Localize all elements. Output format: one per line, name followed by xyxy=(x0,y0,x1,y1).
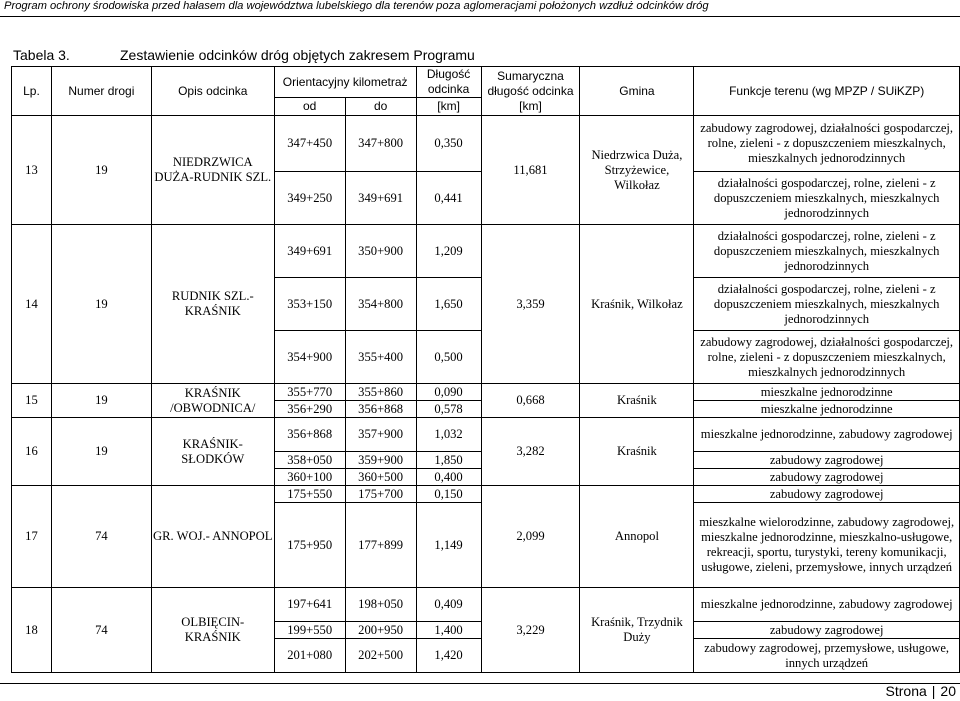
header-functions: Funkcje terenu (wg MPZP / SUiKZP) xyxy=(694,67,960,116)
header-do: do xyxy=(345,98,416,116)
cell-length: 1,149 xyxy=(416,503,481,588)
cell-length: 1,650 xyxy=(416,278,481,331)
cell-km-to: 349+691 xyxy=(345,172,416,225)
cell-km-from: 358+050 xyxy=(274,452,345,469)
cell-km-from: 355+770 xyxy=(274,384,345,401)
cell-km-from: 360+100 xyxy=(274,469,345,486)
cell-length: 0,409 xyxy=(416,588,481,622)
cell-total-length: 3,282 xyxy=(481,418,580,486)
header-lp: Lp. xyxy=(12,67,52,116)
cell-lp: 14 xyxy=(12,225,52,384)
cell-length: 0,350 xyxy=(416,116,481,172)
cell-functions: zabudowy zagrodowej xyxy=(694,469,960,486)
cell-gmina: Kraśnik, Wilkołaz xyxy=(580,225,694,384)
cell-length: 1,850 xyxy=(416,452,481,469)
cell-functions: działalności gospodarczej, rolne, zieleni - z dopuszczeniem mieszkalnych, mieszkalnych jednorodzinnych xyxy=(694,278,960,331)
header-length: Długość odcinka xyxy=(416,67,481,98)
cell-total-length: 11,681 xyxy=(481,116,580,225)
header-length-unit: [km] xyxy=(416,98,481,116)
cell-functions: zabudowy zagrodowej xyxy=(694,622,960,639)
cell-length: 1,209 xyxy=(416,225,481,278)
cell-km-from: 175+950 xyxy=(274,503,345,588)
cell-functions: zabudowy zagrodowej, działalności gospodarczej, rolne, zieleni - z dopuszczeniem mieszkalnych, mieszkalnych jednorodzinnych xyxy=(694,331,960,384)
cell-gmina: Kraśnik xyxy=(580,384,694,418)
table-row xyxy=(12,116,960,172)
cell-km-from: 347+450 xyxy=(274,116,345,172)
cell-description: GR. WOJ.- ANNOPOL xyxy=(151,486,274,588)
footer-divider xyxy=(0,683,960,684)
header-od: od xyxy=(274,98,345,116)
cell-length: 1,420 xyxy=(416,639,481,673)
cell-lp: 13 xyxy=(12,116,52,225)
cell-road-number: 74 xyxy=(51,486,151,588)
cell-km-to: 355+860 xyxy=(345,384,416,401)
cell-gmina: Niedrzwica Duża, Strzyżewice, Wilkołaz xyxy=(580,116,694,225)
cell-km-from: 353+150 xyxy=(274,278,345,331)
table-row xyxy=(12,486,960,503)
cell-length: 0,150 xyxy=(416,486,481,503)
cell-km-to: 202+500 xyxy=(345,639,416,673)
cell-km-to: 360+500 xyxy=(345,469,416,486)
page-header: Program ochrony środowiska przed hałasem dla województwa lubelskiego dla terenów poza aglomeracjami położonych wzdłuż odcinków dróg xyxy=(4,0,709,12)
cell-km-from: 349+250 xyxy=(274,172,345,225)
table-title: Zestawienie odcinków dróg objętych zakresem Programu xyxy=(120,47,475,63)
cell-km-to: 359+900 xyxy=(345,452,416,469)
cell-functions: działalności gospodarczej, rolne, zieleni - z dopuszczeniem mieszkalnych, mieszkalnych jednorodzinnych xyxy=(694,172,960,225)
header-divider xyxy=(0,16,960,17)
cell-km-from: 354+900 xyxy=(274,331,345,384)
cell-total-length: 2,099 xyxy=(481,486,580,588)
cell-lp: 15 xyxy=(12,384,52,418)
cell-description: RUDNIK SZL.- KRAŚNIK xyxy=(151,225,274,384)
cell-road-number: 19 xyxy=(51,384,151,418)
cell-lp: 18 xyxy=(12,588,52,673)
cell-functions: zabudowy zagrodowej xyxy=(694,452,960,469)
cell-km-to: 355+400 xyxy=(345,331,416,384)
cell-description: KRAŚNIK- SŁODKÓW xyxy=(151,418,274,486)
cell-functions: mieszkalne wielorodzinne, zabudowy zagrodowej, mieszkalne jednorodzinne, mieszkalno-usługowe, rekreacji, sportu, turystyki, tereny komunikacji, usługowe, zieleni, przemysłowe, innych urządzeń xyxy=(694,503,960,588)
table-row xyxy=(12,384,960,401)
cell-functions: zabudowy zagrodowej xyxy=(694,486,960,503)
cell-total-length: 0,668 xyxy=(481,384,580,418)
cell-km-from: 199+550 xyxy=(274,622,345,639)
table-row xyxy=(12,225,960,278)
cell-total-length: 3,359 xyxy=(481,225,580,384)
cell-gmina: Kraśnik, Trzydnik Duży xyxy=(580,588,694,673)
cell-description: KRAŚNIK /OBWODNICA/ xyxy=(151,384,274,418)
cell-km-to: 354+800 xyxy=(345,278,416,331)
cell-road-number: 19 xyxy=(51,225,151,384)
cell-functions: zabudowy zagrodowej, działalności gospodarczej, rolne, zieleni - z dopuszczeniem mieszkalnych, mieszkalnych jednorodzinnych xyxy=(694,116,960,172)
cell-km-from: 197+641 xyxy=(274,588,345,622)
road-sections-table xyxy=(11,66,960,673)
cell-km-to: 198+050 xyxy=(345,588,416,622)
cell-km-to: 200+950 xyxy=(345,622,416,639)
table-number: Tabela 3. xyxy=(13,47,70,63)
cell-functions: mieszkalne jednorodzinne, zabudowy zagrodowej xyxy=(694,588,960,622)
page-label: Strona xyxy=(885,683,927,699)
page-number: Strona | 20 xyxy=(885,683,956,699)
cell-km-from: 356+868 xyxy=(274,418,345,452)
cell-gmina: Kraśnik xyxy=(580,418,694,486)
cell-km-from: 349+691 xyxy=(274,225,345,278)
header-gmina: Gmina xyxy=(580,67,694,116)
cell-km-to: 177+899 xyxy=(345,503,416,588)
header-total-length: Sumaryczna długość odcinka [km] xyxy=(481,67,580,116)
cell-length: 0,500 xyxy=(416,331,481,384)
cell-lp: 17 xyxy=(12,486,52,588)
cell-length: 0,090 xyxy=(416,384,481,401)
header-orientation: Orientacyjny kilometraż xyxy=(274,67,416,98)
cell-road-number: 74 xyxy=(51,588,151,673)
table-row xyxy=(12,418,960,452)
cell-functions: mieszkalne jednorodzinne xyxy=(694,401,960,418)
cell-description: OLBIĘCIN- KRAŚNIK xyxy=(151,588,274,673)
cell-length: 0,578 xyxy=(416,401,481,418)
cell-length: 1,032 xyxy=(416,418,481,452)
cell-gmina: Annopol xyxy=(580,486,694,588)
cell-km-from: 201+080 xyxy=(274,639,345,673)
cell-km-from: 356+290 xyxy=(274,401,345,418)
cell-road-number: 19 xyxy=(51,418,151,486)
cell-functions: mieszkalne jednorodzinne xyxy=(694,384,960,401)
header-road-number: Numer drogi xyxy=(51,67,151,116)
cell-description: NIEDRZWICA DUŻA-RUDNIK SZL. xyxy=(151,116,274,225)
cell-km-to: 347+800 xyxy=(345,116,416,172)
cell-km-to: 356+868 xyxy=(345,401,416,418)
table-row xyxy=(12,588,960,622)
cell-functions: zabudowy zagrodowej, przemysłowe, usługowe, innych urządzeń xyxy=(694,639,960,673)
cell-length: 1,400 xyxy=(416,622,481,639)
cell-km-to: 175+700 xyxy=(345,486,416,503)
cell-functions: mieszkalne jednorodzinne, zabudowy zagrodowej xyxy=(694,418,960,452)
cell-length: 0,441 xyxy=(416,172,481,225)
cell-total-length: 3,229 xyxy=(481,588,580,673)
header-description: Opis odcinka xyxy=(151,67,274,116)
cell-km-to: 350+900 xyxy=(345,225,416,278)
cell-km-to: 357+900 xyxy=(345,418,416,452)
cell-length: 0,400 xyxy=(416,469,481,486)
cell-road-number: 19 xyxy=(51,116,151,225)
cell-lp: 16 xyxy=(12,418,52,486)
cell-functions: działalności gospodarczej, rolne, zieleni - z dopuszczeniem mieszkalnych, mieszkalnych jednorodzinnych xyxy=(694,225,960,278)
page-number-value: 20 xyxy=(940,683,956,699)
cell-km-from: 175+550 xyxy=(274,486,345,503)
